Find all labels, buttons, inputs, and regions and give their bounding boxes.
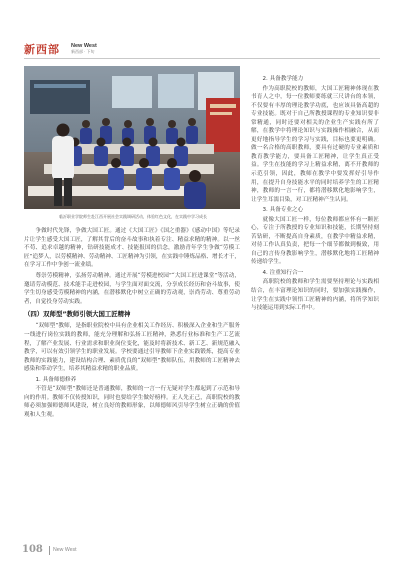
right-column xyxy=(251,73,379,313)
body-paragraph: 就像大国工匠一样，每位教师都应怀有一颗匠心，专注于所教授的专业知识和技能，长期坚持刻苦钻研，不断提高自身素质，在教学中精益求精，对待工作认真负责，把每一个细节都做到极致，用自己的言传身教影响学生，潜移默化地将工匠精神传递给学生。 xyxy=(251,216,379,266)
photo-caption: 临沂职业学院师生赴江西开展社会实践调研活动，体验红色文化，在实践中学习成长 xyxy=(59,214,207,219)
subsection-heading: 1. 具备师德修养 xyxy=(35,376,77,383)
article-photo xyxy=(24,66,240,209)
magazine-logo-subtitle: 新西部 · 下旬 xyxy=(71,49,95,54)
footer-magazine-name: New West xyxy=(53,547,77,553)
left-column xyxy=(24,227,240,419)
body-paragraph: 高职院校的教师和学生需要坚持理论与实践相结合，在丰富理论知识的同时，要加强实践操作，让学生在实践中领悟工匠精神的内涵，将所学知识与技能运用到实际工作中。 xyxy=(251,279,379,312)
body-paragraph: “双师型”教师，是指职业院校中具有企业相关工作经历、积极深入企业和生产服务一线进行岗位实践的教师，能充分理解和弘扬工匠精神，熟悉行业标准和生产工艺流程，了解产业发展、行业需求和职业岗位变化，能及时将新技术、新工艺、新规范融入教学，可以有效引领学生的职业发展。学校要通过引导教师下企业实践锻炼，提高专业教师的实践能力，建设结构合理、素质优良的“双师型”教师队伍，用教师的工匠精神去感染和带动学生，培养其精益求精的职业品质。 xyxy=(24,323,240,373)
subsection-heading: 3. 具备专业之心 xyxy=(262,207,304,214)
body-paragraph: 争做时代先锋，争做大国工匠。通过《大国工匠》《国之重器》《感动中国》等纪录片让学生感受大国工匠，了解其背后的奋斗故事和执着专注、精益求精的精神。以一丝不苟、追求卓越的精神，钻研技能成才、技能报国的信念，激励青年学生争做“劳模工匠”追梦人，以劳模精神、劳动精神、工匠精神为引领，在实践中锤炼品格、增长才干，在学习工作中争创一流业绩。 xyxy=(24,228,240,269)
body-paragraph: 不管是“双师型”教师还是普通教师，教师的一言一行无疑对学生都起到了示范和导向的作用。教师不仅传授知识，同时也要给学生做好榜样。正人先正己，高职院校的教师必须加强师德师风建设，树立良好的教师形象，以师德师风引导学生树立正确的价值观和人生观。 xyxy=(24,386,240,418)
section-heading: （四）双师型”教师引领大国工匠精神 xyxy=(24,310,131,319)
body-paragraph: 尊崇劳模精神，弘扬劳动精神。通过开展“劳模进校园”“大国工匠进课堂”等活动，邀请劳动模范、技术能手走进校园，与学生面对面交流，分享成长经历和奋斗故事，使学生切身感受劳模精神的内涵，在潜移默化中树立正确的劳动观，崇尚劳动、尊重劳动者，自觉投身劳动实践。 xyxy=(24,273,240,305)
magazine-logo-english: New West xyxy=(71,43,97,49)
subsection-heading: 4. 注重知行合一 xyxy=(262,269,304,276)
subsection-heading: 2. 具备教学能力 xyxy=(262,76,304,82)
page-number: 108 xyxy=(22,544,43,555)
footer-divider xyxy=(49,546,50,555)
magazine-logo: 新西部 xyxy=(24,43,60,56)
masthead xyxy=(24,43,97,56)
header-divider xyxy=(24,58,380,59)
body-paragraph: 作为高职院校的教师，大国工匠精神体现在教书育人之中，每一位教师要练就三尺讲台的本领，不仅要有丰厚的理论教学功底，也应该具备高超的专业技能。既对于自己所教授课程的专业知识要非常精通，同时还要对相关的企业生产实践有所了解，在教学中将理论知识与实践操作相融合，从而更好地指导学生的学习与实践，目标也要更明确。做一名合格的高职教师，要具有过硬的专业素质和教育教学能力，要具备工匠精神，让学生真正受益。学生在技能的学习上精益求精，离不开教师的示范引领，因此，教师在教学中要发挥好引导作用，在提升自身技能水平的同时培养学生的工匠精神，教师的一言一行，都将潜移默化地影响学生，让学生耳濡目染，对工匠精神产生认同。 xyxy=(251,85,379,203)
classroom-photo-illustration xyxy=(24,66,240,209)
